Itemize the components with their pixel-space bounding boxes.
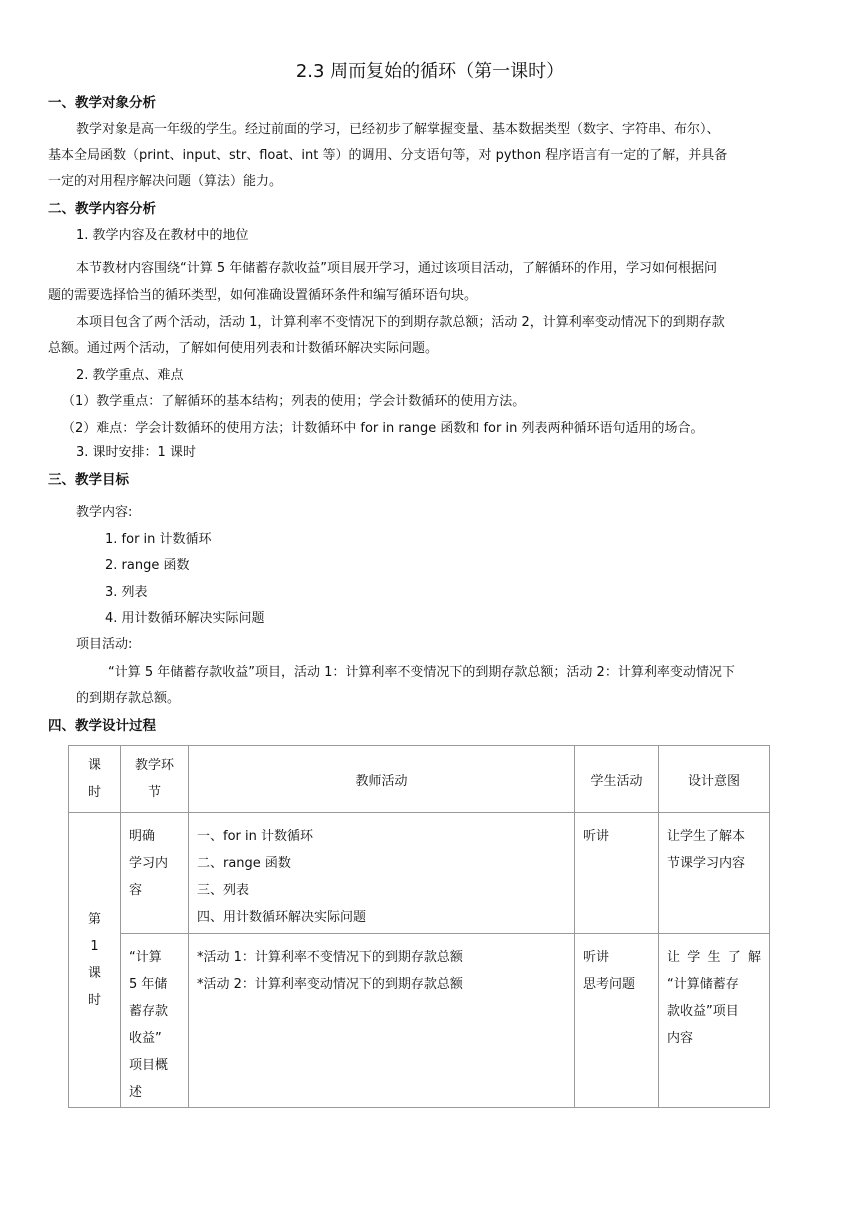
header-student-activity: 学生活动: [575, 746, 659, 813]
paragraph-line: 一定的对用程序解决问题（算法）能力。: [48, 174, 283, 189]
subheading-key-points: 2. 教学重点、难点: [76, 368, 184, 383]
section-heading-goals: 三、教学目标: [48, 472, 129, 488]
class-hours-line: 3. 课时安排：1 课时: [76, 445, 196, 460]
difficult-point-line: （2）难点：学会计数循环的使用方法；计数循环中 for in range 函数和 for in 列表两种循环语句适用的场合。: [62, 421, 704, 436]
section-heading-content: 二、教学内容分析: [48, 201, 156, 217]
step-cell: 明确 学习内 容: [121, 813, 189, 934]
step-cell: “计算 5 年储 蓄存款 收益” 项目概 述: [121, 934, 189, 1108]
paragraph-line: 本项目包含了两个活动，活动 1，计算利率不变情况下的到期存款总额；活动 2，计算利率变动情况下的到期存款: [76, 315, 725, 330]
header-course: 课 时: [69, 746, 121, 813]
goal-item: 3. 列表: [105, 585, 148, 600]
paragraph-line: 教学对象是高一年级的学生。经过前面的学习，已经初步了解掌握变量、基本数据类型（数字、字符串、布尔）、: [76, 122, 720, 137]
activity-line: 的到期存款总额。: [76, 691, 181, 706]
paragraph-line: 基本全局函数（print、input、str、float、int 等）的调用、分支语句等，对 python 程序语言有一定的了解，并具备: [48, 148, 728, 163]
header-step: 教学环 节: [121, 746, 189, 813]
subheading-content-position: 1. 教学内容及在教材中的地位: [76, 228, 249, 243]
table-row: [69, 813, 770, 934]
activity-line: “计算 5 年储蓄存款收益”项目，活动 1：计算利率不变情况下的到期存款总额；活动 2：计算利率变动情况下: [108, 665, 735, 680]
activity-label: 项目活动:: [76, 637, 133, 652]
student-activity-cell: 听讲 思考问题: [575, 934, 659, 1108]
teacher-activity-cell: *活动 1：计算利率不变情况下的到期存款总额 *活动 2：计算利率变动情况下的到期存款总额: [189, 934, 575, 1108]
header-teacher-activity: 教师活动: [189, 746, 575, 813]
table-row: [69, 934, 770, 1108]
design-intent-cell: 让 学 生 了 解 “计算储蓄存 款收益”项目 内容: [659, 934, 770, 1108]
teacher-activity-cell: 一、for in 计数循环 二、range 函数 三、列表 四、用计数循环解决实际问题: [189, 813, 575, 934]
goal-item: 4. 用计数循环解决实际问题: [105, 611, 265, 626]
content-label: 教学内容:: [76, 505, 133, 520]
section-heading-design: 四、教学设计过程: [48, 718, 156, 734]
course-cell: 第 1 课 时: [69, 813, 121, 1108]
key-point-line: （1）教学重点：了解循环的基本结构；列表的使用；学会计数循环的使用方法。: [62, 394, 526, 409]
lesson-plan-table: [68, 745, 770, 1108]
header-design-intent: 设计意图: [659, 746, 770, 813]
paragraph-line: 题的需要选择恰当的循环类型，如何准确设置循环条件和编写循环语句块。: [48, 288, 478, 303]
goal-item: 2. range 函数: [105, 558, 190, 573]
table-header-row: [69, 746, 770, 813]
paragraph-line: 总额。通过两个活动，了解如何使用列表和计数循环解决实际问题。: [48, 341, 439, 356]
design-intent-cell: 让学生了解本 节课学习内容: [659, 813, 770, 934]
document-title: 2.3 周而复始的循环（第一课时）: [295, 61, 565, 82]
section-heading-learners: 一、教学对象分析: [48, 95, 156, 111]
paragraph-line: 本节教材内容围绕“计算 5 年储蓄存款收益”项目展开学习，通过该项目活动，了解循环的作用，学习如何根据问: [76, 261, 718, 276]
goal-item: 1. for in 计数循环: [105, 532, 212, 547]
student-activity-cell: 听讲: [575, 813, 659, 934]
